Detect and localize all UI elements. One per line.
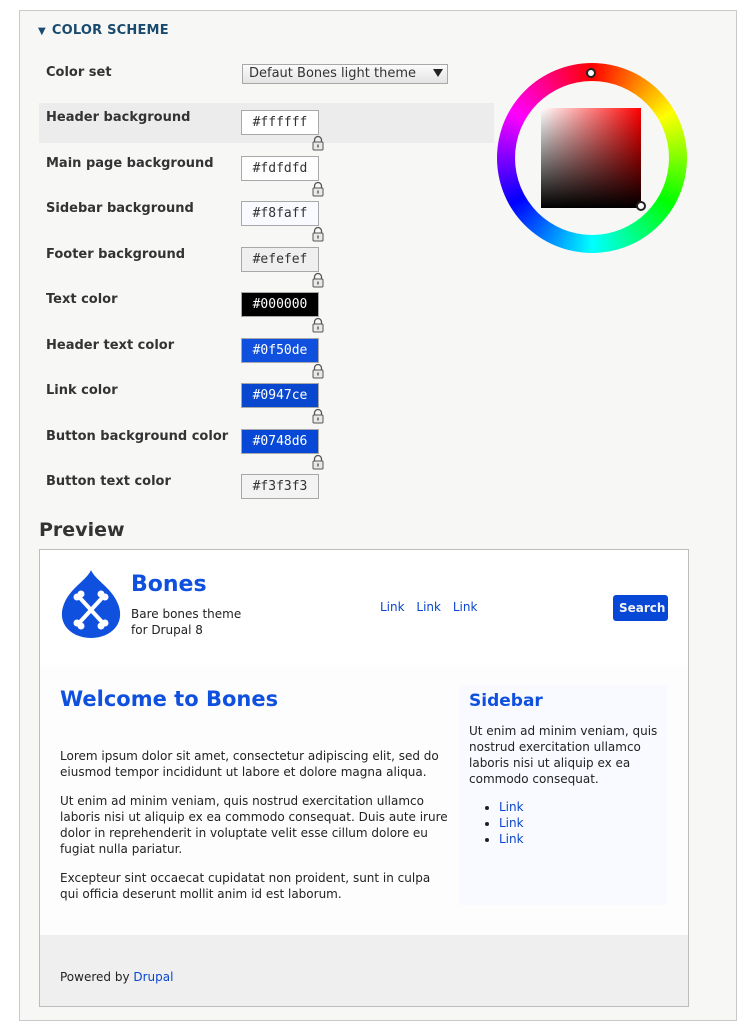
color-input-text-color[interactable]: #000000 [241,292,319,317]
list-item [499,815,524,831]
color-input-button-background-color[interactable]: #0748d6 [241,429,319,454]
footer-text [60,970,173,984]
lock-icon[interactable] [310,408,326,424]
field-row-main-page-background [39,149,494,189]
collapse-triangle-icon: ▼ [38,26,46,37]
nav-link[interactable]: Link [452,600,478,614]
nav-link[interactable]: Link [380,600,405,614]
site-name[interactable]: Bones [131,572,207,597]
preview-header [40,550,688,665]
footer-prefix: Powered by [60,970,134,984]
preview-footer [40,935,688,1007]
field-label: Footer background [46,247,186,262]
sidebar-link[interactable]: Link [499,832,524,846]
drupal-bones-logo-icon [60,568,122,640]
color-set-label: Color set [46,65,112,80]
field-label: Button text color [46,474,171,489]
lock-icon[interactable] [310,135,326,151]
hue-marker[interactable] [586,68,596,78]
color-input-header-text-color[interactable]: #0f50de [241,338,319,363]
saturation-marker[interactable] [636,201,646,211]
field-row-sidebar-background [39,194,494,234]
sidebar-links [469,799,524,847]
preview-main [40,665,688,935]
color-input-main-page-background[interactable]: #fdfdfd [241,156,319,181]
color-scheme-legend: COLOR SCHEME [51,23,169,38]
list-item [499,831,524,847]
lock-icon[interactable] [310,272,326,288]
nav-link[interactable]: Link [416,600,441,614]
color-input-footer-background[interactable]: #efefef [241,247,319,272]
field-label: Link color [46,383,118,398]
preview-paragraph: Lorem ipsum dolor sit amet, consectetur adipiscing elit, sed do eiusmod tempor incididunt ut labore et dolore magna aliqua. [60,749,439,779]
site-slogan: Bare bones theme for Drupal 8 [131,607,242,637]
sidebar-link[interactable]: Link [499,800,524,814]
preview-paragraph: Ut enim ad minim veniam, quis nostrud exercitation ullamco laboris nisi ut aliquip ex ea commodo consequat. Duis aute irure dolor in reprehenderit in voluptate velit esse cillum dolore eu fugiat nulla pariatur. [60,794,448,856]
color-input-link-color[interactable]: #0947ce [241,383,319,408]
preview-page-title: Welcome to Bones [60,687,279,711]
field-row-header-text-color [39,331,494,371]
color-wheel[interactable] [497,63,687,253]
field-label: Main page background [46,156,214,171]
lock-icon[interactable] [310,454,326,470]
search-button[interactable]: Search [613,595,668,621]
field-label: Button background color [46,429,229,444]
preview-paragraph: Excepteur sint occaecat cupidatat non proident, sunt in culpa qui officia deserunt mollit anim id est laborum. [60,871,431,901]
color-input-sidebar-background[interactable]: #f8faff [241,201,319,226]
field-row-header-background [39,103,494,143]
sidebar-text: Ut enim ad minim veniam, quis nostrud exercitation ullamco laboris nisi ut aliquip ex ea commodo consequat. [469,724,658,786]
field-label: Sidebar background [46,201,194,216]
preview-heading: Preview [39,519,125,541]
theme-preview [39,549,689,1007]
field-row-text-color [39,285,494,325]
dropdown-arrow-icon [433,69,443,77]
color-set-selected: Defaut Bones light theme [249,66,416,81]
field-row-button-background-color [39,422,494,462]
field-label: Header background [46,110,191,125]
saturation-value-square[interactable] [541,108,641,208]
color-scheme-toggle[interactable] [38,23,169,38]
color-input-button-text-color[interactable]: #f3f3f3 [241,474,319,499]
lock-icon[interactable] [310,363,326,379]
field-row-footer-background [39,240,494,280]
color-scheme-fieldset [19,10,737,1021]
lock-icon[interactable] [310,226,326,242]
field-row-button-text-color [39,467,494,507]
lock-icon[interactable] [310,317,326,333]
list-item [499,799,524,815]
sidebar-title: Sidebar [469,691,543,711]
color-set-select[interactable] [242,64,448,84]
preview-sidebar [459,685,667,905]
color-input-header-background[interactable]: #ffffff [241,110,319,135]
field-label: Text color [46,292,118,307]
sidebar-link[interactable]: Link [499,816,524,830]
lock-icon[interactable] [310,181,326,197]
field-label: Header text color [46,338,175,353]
main-nav [380,600,485,614]
footer-drupal-link[interactable]: Drupal [133,970,174,984]
field-row-link-color [39,376,494,416]
